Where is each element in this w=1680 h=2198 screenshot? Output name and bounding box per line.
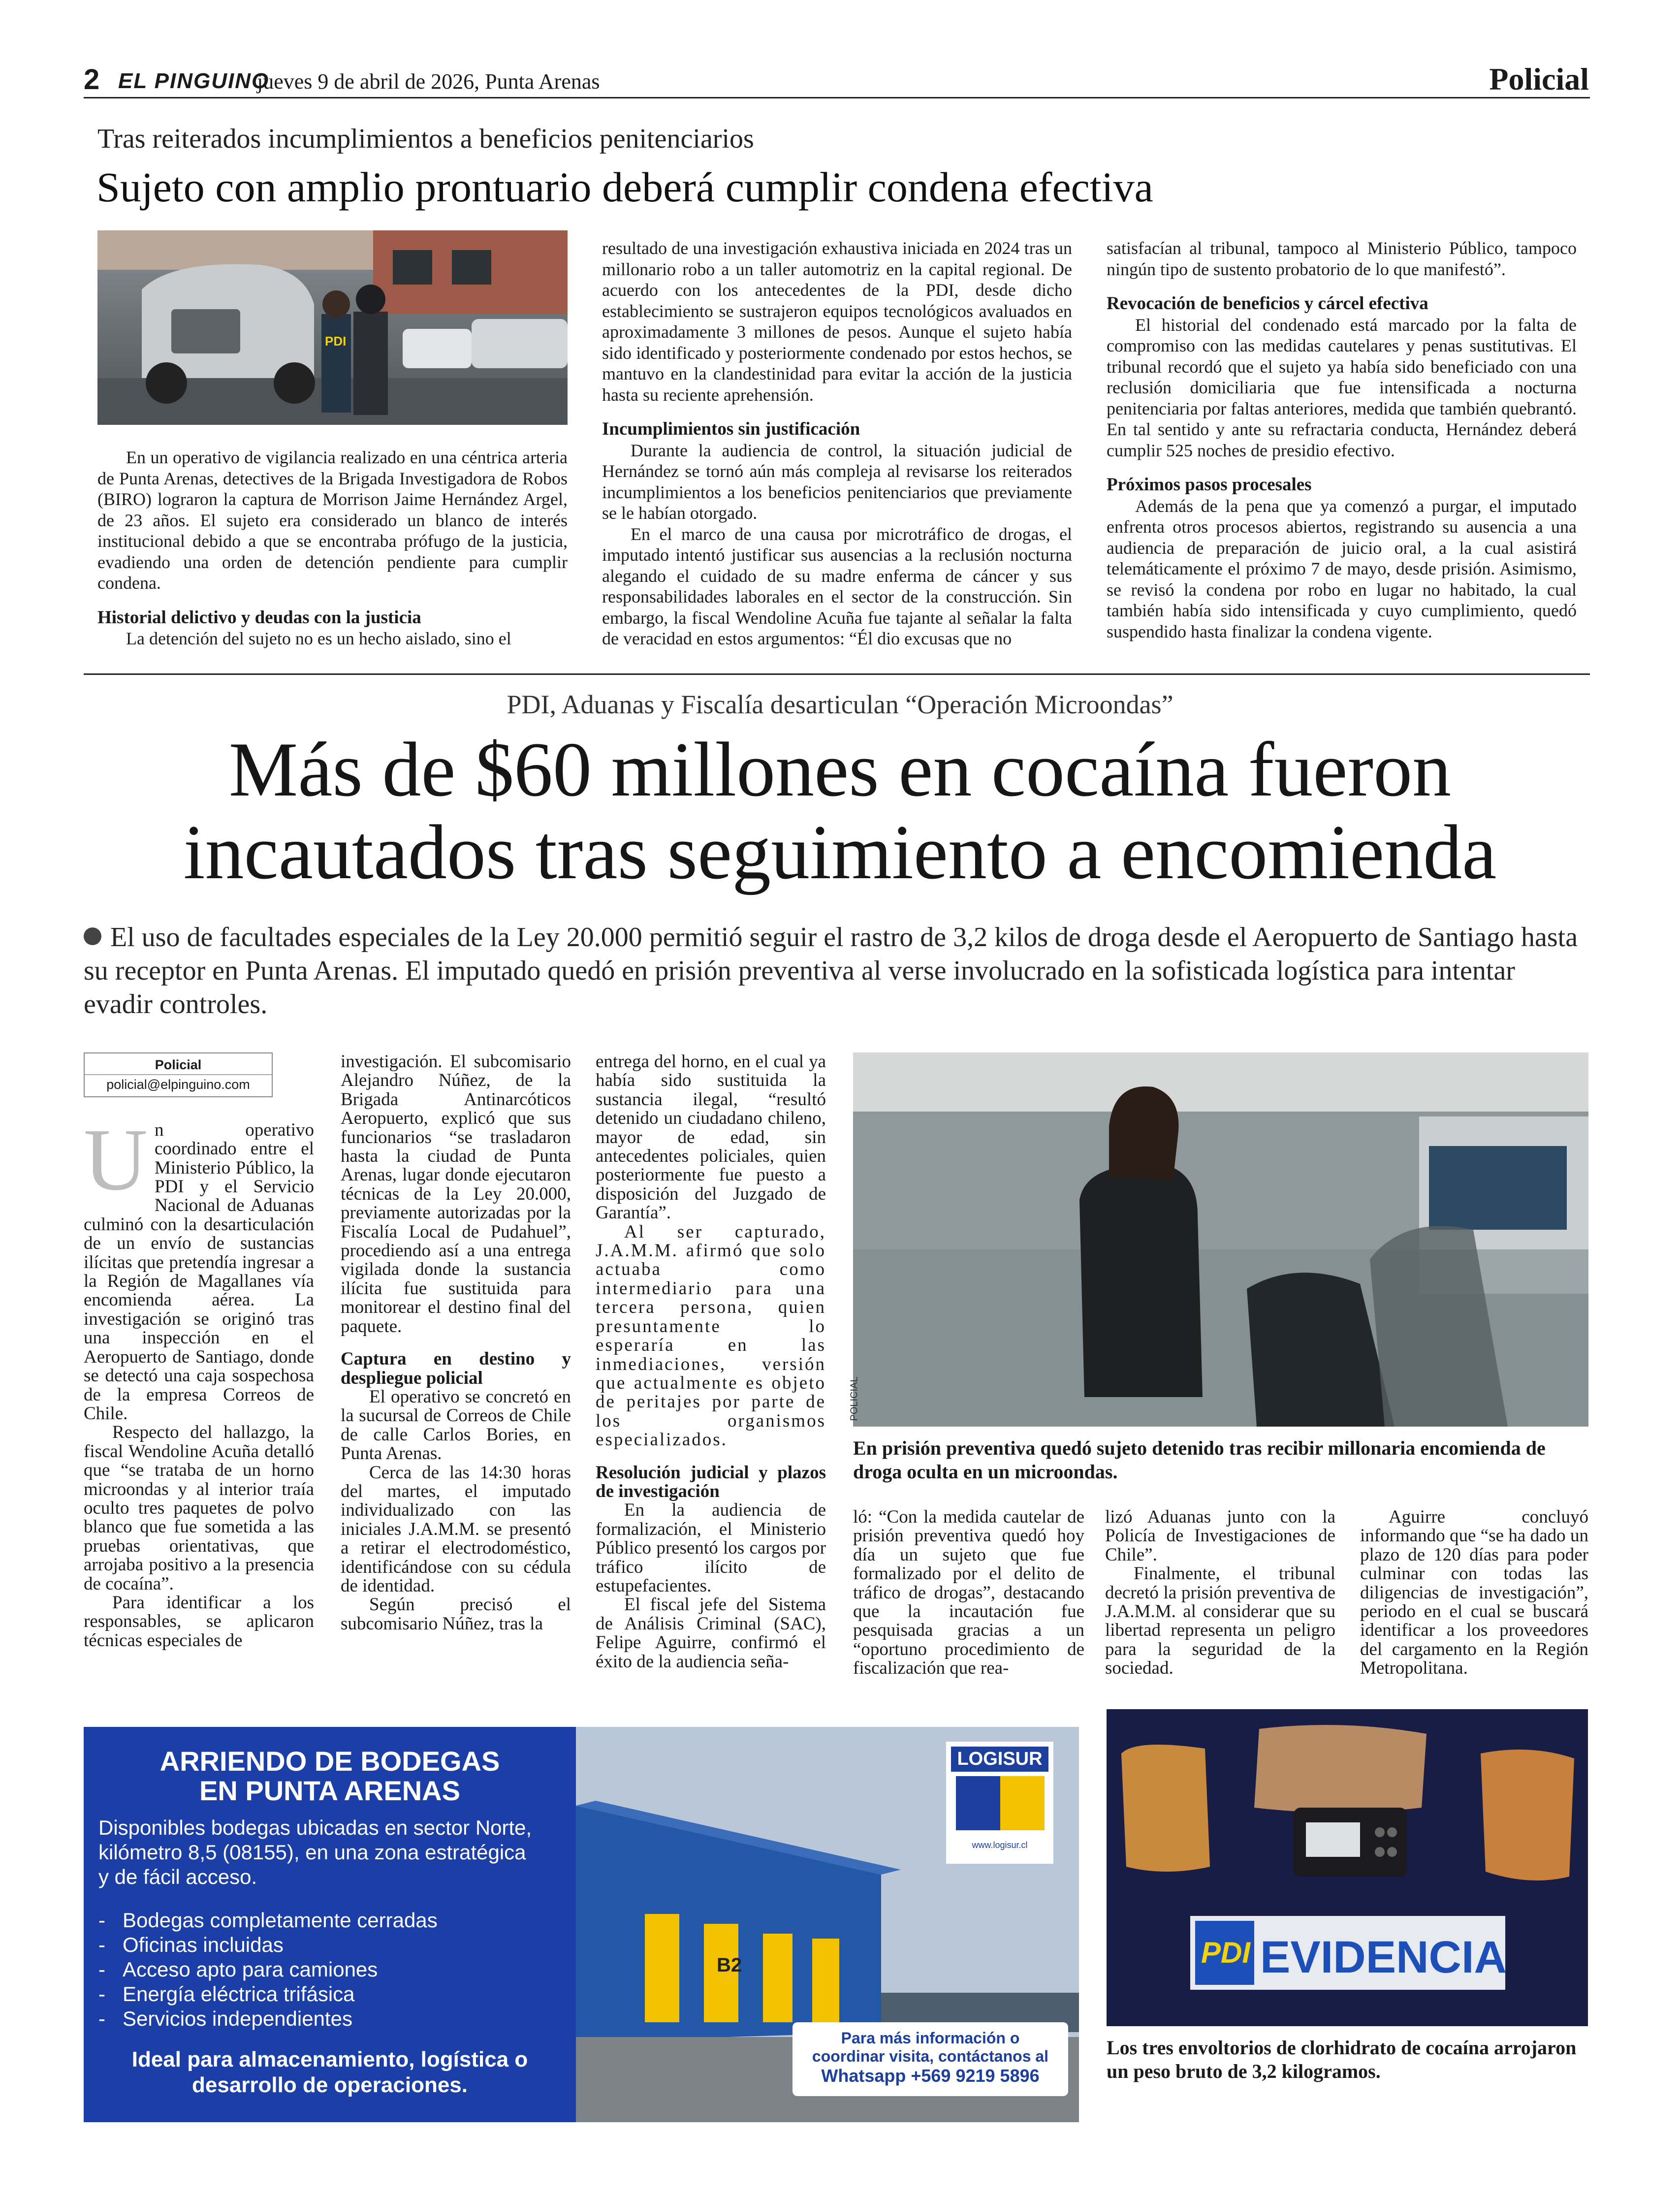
logo-blue-block [956,1776,1000,1830]
article2-c3-p4: El fiscal jefe del Sistema de Análisis Criminal (SAC), Felipe Aguirre, confirmó el éxito de la audiencia seña- [596,1594,826,1672]
article2-col4 [853,1508,1084,1678]
ad-contact-box[interactable] [792,2022,1068,2096]
article1-col1-p2: La detención del sujeto no es un hecho aislado, sino el [126,629,511,648]
evidence-pdi-badge: PDI [1201,1936,1251,1969]
ad-title-line2: EN PUNTA ARENAS [199,1775,460,1806]
article2-lead-text: El uso de facultades especiales de la Ley 20.000 permitió seguir el rastro de 3,2 kilos de droga desde el Aeropuerto de Santiago hasta su receptor en Punta Arenas. El imputado quedó en prisión preventiva al verse involucrado en la sofisticada logística para intentar evadir controles. [84,922,1578,1019]
article2-c4-p1: ló: “Con la medida cautelar de prisión preventiva quedó hoy día un sujeto que fue formalizado por el delito de tráfico de drogas”, destacando que la incautación fue pesquisada gracias a un “oportuno procedimiento de fiscalización que rea- [853,1507,1084,1679]
logisur-brand: LOGISUR [951,1747,1048,1772]
author-section: Policial [155,1057,202,1072]
evidence-label: EVIDENCIA [1260,1932,1507,1982]
article2-c5-p2: Finalmente, el tribunal decretó la prisión preventiva de J.A.M.M. al considerar que su libertad representa un peligro para la seguridad de la sociedad. [1105,1563,1335,1679]
courtroom-photo-caption: En prisión preventiva quedó sujeto detenido tras recibir millonaria encomienda de droga oculta en un microondas. [853,1437,1546,1483]
article1-col3 [1107,238,1577,642]
dateline: jueves 9 de abril de 2026, Punta Arenas [257,69,600,94]
lead-bullet-icon [84,927,101,945]
article1-col2-p1: resultado de una investigación exhaustiva iniciada en 2024 tras un millonario robo a un taller automotriz en la capital regional. De acuerdo con los antecedentes de la PDI, desde dicho establecimiento se sustrajeron equipos tecnológicos avaluados en aproximadamente 3 millones de pesos. Aunque el sujeto había sido identificado y posteriormente condenado por estos hechos, se mantuvo en la clandestinidad para evitar la acción de la justicia hasta su reciente aprehensión. [602,238,1072,405]
ad-feature-item: - Servicios independientes [98,2007,352,2030]
author-box [84,1052,273,1097]
courtroom-photo [849,1052,1588,1427]
article2-c3-p3: En la audiencia de formalización, el Ministerio Público presentó los cargos por tráfico ilícito de estupefacientes. [596,1500,826,1596]
article2-col3 [596,1052,826,1671]
article2-c2-p2: El operativo se concretó en la sucursal de Correos de Chile de calle Carlos Bories, en Punta Arenas. [341,1386,571,1464]
article2-headline-line2: incautados tras seguimiento a encomienda [183,809,1497,895]
ad-intro: Disponibles bodegas ubicadas en sector Norte, kilómetro 8,5 (08155), en una zona estratégica y de fácil acceso. [98,1816,532,1888]
article2-kicker: PDI, Aduanas y Fiscalía desarticulan “Operación Microondas” [507,690,1173,719]
ad-title-line1: ARRIENDO DE BODEGAS [159,1746,500,1777]
header-rule [84,97,1590,98]
ad-footer: Ideal para almacenamiento, logística o desarrollo de operaciones. [131,2047,528,2097]
article2-c3-p1: entrega del horno, en el cual ya había sido sustituida la sustancia ilegal, “resultó detenido un ciudadano chileno, mayor de edad, sin antecedentes policiales, quien posteriormente fue puesto a disposición del Juzgado de Garantía”. [596,1051,826,1223]
article2-c2-p3: Cerca de las 14:30 horas del martes, el imputado individualizado con las iniciales J.A.M.M. se presentó a retirar el electrodoméstico, identificándose con su cédula de identidad. [341,1462,571,1596]
contact-line2: coordinar visita, contáctanos al [812,2047,1049,2065]
ad-feature-item: - Bodegas completamente cerradas [98,1909,438,1932]
article1-headline: Sujeto con amplio prontuario deberá cumplir condena efectiva [96,163,1153,211]
article2-c5-p1: lizó Aduanas junto con la Policía de Investigaciones de Chile”. [1105,1507,1335,1565]
warehouse-ad[interactable] [84,1727,1079,2122]
masthead-logo: EL PINGUINO [118,69,270,93]
article2-c2-p1: investigación. El subcomisario Alejandro Núñez, de la Brigada Antinarcóticos Aeropuerto, explicó que sus funcionarios “se trasladaron hasta la ciudad de Punta Arenas, lugar donde ejecutaron técnicas de la Ley 20.000, previamente autorizadas por la Fiscalía Local de Pudahuel”, procediendo así a una entrega vigilada donde la sustancia ilícita fue sustituida para monitorear el destino final del paquete. [341,1051,571,1337]
article1-col1-subhead1: Historial delictivo y deudas con la justicia [97,607,421,628]
ad-warehouse-number: B2 [717,1954,742,1976]
author-email[interactable]: policial@elpinguino.com [85,1074,272,1094]
article1-col3-p3: Además de la pena que ya comenzó a purgar, el imputado enfrenta otros procesos abiertos, registrando su ausencia a una audiencia de preparación de juicio oral, a la cual asistirá telemáticamente el próximo 7 de mayo, desde prisión. Asimismo, se revisó la condena por robo en lugar no habitado, la cual también había sido intensificada y cuyo cumplimiento, quedó suspendido hasta finalizar la condena vigente. [1107,496,1577,641]
article2-col2 [341,1052,571,1633]
logo-yellow-block [1000,1776,1045,1830]
ad-title [84,1747,576,1806]
section-label: Policial [1489,62,1589,96]
ad-feature-item: - Oficinas incluidas [98,1933,284,1956]
article1-col2-subhead1: Incumplimientos sin justificación [602,419,860,439]
contact-line1: Para más información o [841,2029,1020,2047]
ad-feature-item: - Acceso apto para camiones [98,1958,378,1981]
logisur-url[interactable]: www.logisur.cl [972,1840,1028,1850]
article2-lead [84,921,1590,1021]
contact-whatsapp[interactable]: Whatsapp +569 9219 5896 [821,2066,1040,2086]
evidence-photo-caption: Los tres envoltorios de clorhidrato de cocaína arrojaron un peso bruto de 3,2 kilogramos. [1107,2037,1577,2082]
article2-c1-p1: n operativo coordinado entre el Ministerio Público, la PDI y el Servicio Nacional de Aduanas culminó con la desarticulación de un envío de sustancias ilícitas que pretendía ingresar a la Región de Magallanes vía encomienda aérea. La investigación se originó tras una inspección en el Aeropuerto de Santiago, donde se detectó una caja sospechosa de la empresa Correos de Chile. [84,1119,314,1424]
article1-kicker: Tras reiterados incumplimientos a beneficios penitenciarios [97,124,754,154]
page-number: 2 [84,64,100,96]
evidence-photo [1107,1709,1588,2026]
article2-col1 [84,1052,314,1650]
dropcap: U [84,1110,148,1209]
article1-col3-p1: satisfacían al tribunal, tampoco al Ministerio Público, tampoco ningún tipo de sustento probatorio de lo que manifestó”. [1107,238,1577,279]
article2-c2-subhead1: Captura en destino y despliegue policial [341,1349,571,1388]
article2-c3-p2: Al ser capturado, J.A.M.M. afirmó que solo actuaba como intermediario para una tercera persona, quien presuntamente lo esperaría en las inmediaciones, versión que actualmente es objeto de peritajes por parte de los organismos especializados. [596,1221,826,1450]
article1-col1 [97,447,568,649]
photo-credit: POLICIAL [849,1376,860,1421]
courtroom-illustration [853,1052,1588,1427]
article1-photo [97,230,568,425]
arrest-scene-illustration [97,230,568,425]
article2-col5 [1105,1508,1335,1678]
ad-feature-item: - Energía eléctrica trifásica [98,1982,355,2006]
article1-col2-p2: Durante la audiencia de control, la situación judicial de Hernández se tornó aún más compleja al revisarse los reiterados incumplimientos a los beneficios penitenciarios que previamente se le habían otorgado. [602,440,1072,523]
ad-feature-list [98,1908,541,2031]
article1-col1-p1: En un operativo de vigilancia realizado en una céntrica arteria de Punta Arenas, detectives de la Brigada Investigadora de Robos (BIRO) lograron la captura de Morrison Jaime Hernández Argel, de 23 años. El sujeto era considerado un blanco de interés institucional debido a que se encontraba prófugo de la justicia, evadiendo una orden de detención pendiente para cumplir condena. [97,447,568,593]
article1-col3-subhead1: Revocación de beneficios y cárcel efectiva [1107,293,1428,314]
logisur-logo [946,1742,1053,1864]
article2-c1-p3: Para identificar a los responsables, se aplicaron técnicas especiales de [84,1592,314,1651]
article-separator-rule [84,673,1590,675]
article2-headline-line1: Más de $60 millones en cocaína fueron [228,727,1452,813]
article2-c3-subhead1: Resolución judicial y plazos de investigación [596,1462,826,1501]
article2-headline [0,729,1680,894]
article2-c6-p1: Aguirre concluyó informando que “se ha dado un plazo de 120 días para poder culminar con todas las diligencias de investigación”, periodo en el cual se buscará identificar a los proveedores del cargamento en la Región Metropolitana. [1360,1507,1588,1679]
article2-col6 [1360,1508,1588,1678]
article2-c2-p4: Según precisó el subcomisario Núñez, tras la [341,1594,571,1634]
pdi-vest-badge: PDI [325,334,347,349]
article1-col3-subhead2: Próximos pasos procesales [1107,475,1312,495]
article1-col2 [602,238,1072,649]
article2-c1-p2: Respecto del hallazgo, la fiscal Wendoline Acuña detalló que “se trataba de un horno microondas y al interior traía oculto tres paquetes de polvo blanco que fue sometida a las pruebas orientativas, que arrojaba positivo a la presencia de cocaína”. [84,1422,314,1594]
article1-col3-p2: El historial del condenado está marcado por la falta de compromiso con las medidas cautelares y penas sustitutivas. El tribunal recordó que el sujeto ya había sido beneficiado con una reclusión domiciliaria que fue intensificada a nocturna penitenciaria por faltas anteriores, medida que también quebrantó. En tal sentido y ante su refractaria conducta, Hernández deberá cumplir 525 noches de presidio efectivo. [1107,315,1577,460]
article1-col2-p3: En el marco de una causa por microtráfico de drogas, el imputado intentó justificar sus ausencias a la reclusión nocturna alegando el cuidado de su madre enferma de cáncer y sus responsabilidades laborales en el sector de la construcción. Sin embargo, la fiscal Wendoline Acuña fue tajante al señalar la falta de veracidad en estos argumentos: “Él dio excusas que no [602,524,1072,648]
